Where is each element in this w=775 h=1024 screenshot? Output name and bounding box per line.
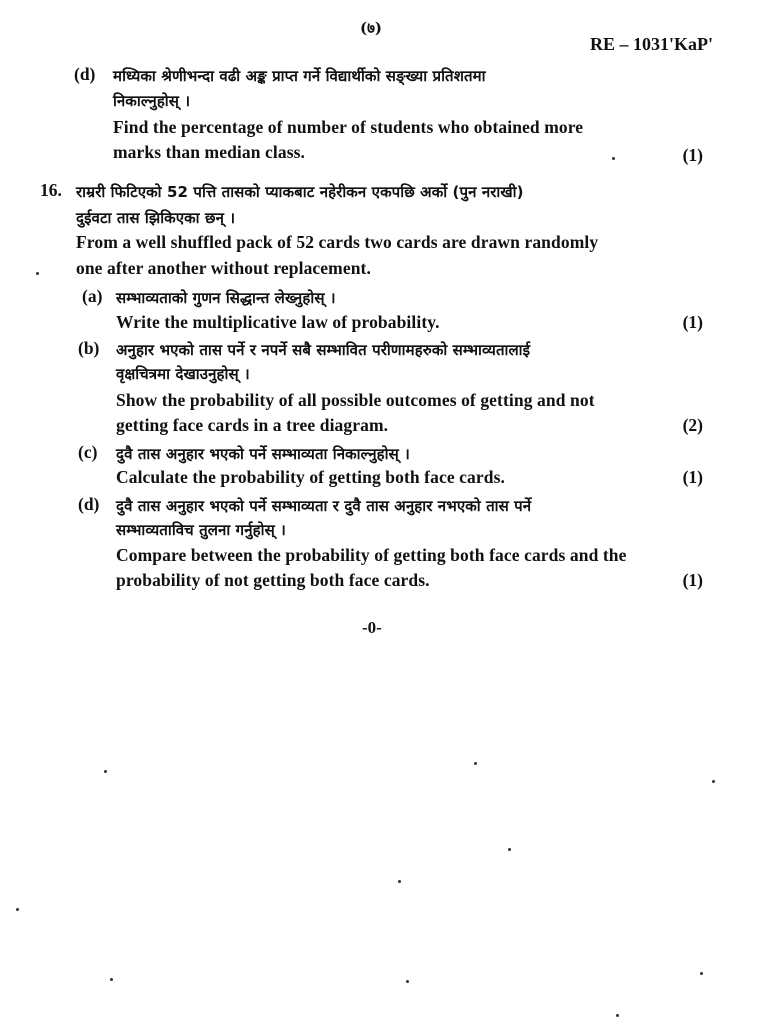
q16a-label: (a) xyxy=(82,286,103,306)
q15d-nepali-line-1: मध्यिका श्रेणीभन्दा वढी अङ्क प्राप्त गर्ने विद्यार्थीको सङ्ख्या प्रतिशतमा xyxy=(113,67,486,85)
q15d-marks: (1) xyxy=(682,145,703,165)
q16-number: 16. xyxy=(40,180,62,200)
scan-speck xyxy=(474,762,477,765)
paper-code: RE – 1031'KaP' xyxy=(589,34,713,54)
q15d-english-line-2: marks than median class. xyxy=(113,142,306,162)
q16b-english-line-2: getting face cards in a tree diagram. xyxy=(116,415,389,435)
scan-speck xyxy=(616,1014,619,1017)
q15d-label: (d) xyxy=(74,64,96,84)
q16b-nepali-line-1: अनुहार भएको तास पर्ने र नपर्ने सबै सम्भावित परीणामहरुको सम्भाव्यतालाई xyxy=(116,341,531,359)
q16d-english-line-1: Compare between the probability of getting both face cards and the xyxy=(116,545,627,565)
q16-nepali-line-2: दुईवटा तास झिकिएका छन् । xyxy=(76,209,236,227)
scan-speck xyxy=(612,157,615,160)
q16b-english-line-1: Show the probability of all possible outcomes of getting and not xyxy=(116,390,595,410)
q16c-marks: (1) xyxy=(682,467,703,487)
scan-speck xyxy=(110,978,113,981)
q16-english-line-1: From a well shuffled pack of 52 cards two cards are drawn randomly xyxy=(76,232,599,252)
q16-nepali-line-1: राम्ररी फिटिएको 52 पत्ति तासको प्याकबाट नहेरीकन एकपछि अर्को (पुन नराखी) xyxy=(76,183,524,201)
q16b-marks: (2) xyxy=(682,415,703,435)
q16a-marks: (1) xyxy=(682,312,703,332)
q15d-english-line-1: Find the percentage of number of students who obtained more xyxy=(113,117,584,137)
q16a-nepali: सम्भाव्यताको गुणन सिद्धान्त लेख्नुहोस् । xyxy=(116,289,336,307)
q16b-label: (b) xyxy=(78,338,100,358)
q15d-nepali-line-2: निकाल्नुहोस् । xyxy=(113,92,191,110)
scan-speck xyxy=(104,770,107,773)
q16d-nepali-line-2: सम्भाव्यताविच तुलना गर्नुहोस् । xyxy=(116,521,286,539)
scan-speck xyxy=(406,980,409,983)
q16c-english: Calculate the probability of getting both face cards. xyxy=(116,467,505,487)
scan-speck xyxy=(508,848,511,851)
scan-speck xyxy=(700,972,703,975)
q16d-english-line-2: probability of not getting both face cards. xyxy=(116,570,430,590)
scan-speck xyxy=(398,880,401,883)
q16d-marks: (1) xyxy=(682,570,703,590)
q16d-label: (d) xyxy=(78,494,100,514)
q16c-nepali: दुवै तास अनुहार भएको पर्ने सम्भाव्यता निकाल्नुहोस् । xyxy=(116,445,410,463)
page-number: (७) xyxy=(360,19,382,37)
end-of-paper-mark: -0- xyxy=(362,618,382,637)
scan-speck xyxy=(36,272,39,275)
q16d-nepali-line-1: दुवै तास अनुहार भएको पर्ने सम्भाव्यता र दुवै तास अनुहार नभएको तास पर्ने xyxy=(116,497,532,515)
q16b-nepali-line-2: वृक्षचित्रमा देखाउनुहोस् । xyxy=(116,365,250,383)
q16c-label: (c) xyxy=(78,442,98,462)
q16-english-line-2: one after another without replacement. xyxy=(76,258,371,278)
scan-speck xyxy=(712,780,715,783)
scan-speck xyxy=(16,908,19,911)
q16a-english: Write the multiplicative law of probability. xyxy=(116,312,440,332)
